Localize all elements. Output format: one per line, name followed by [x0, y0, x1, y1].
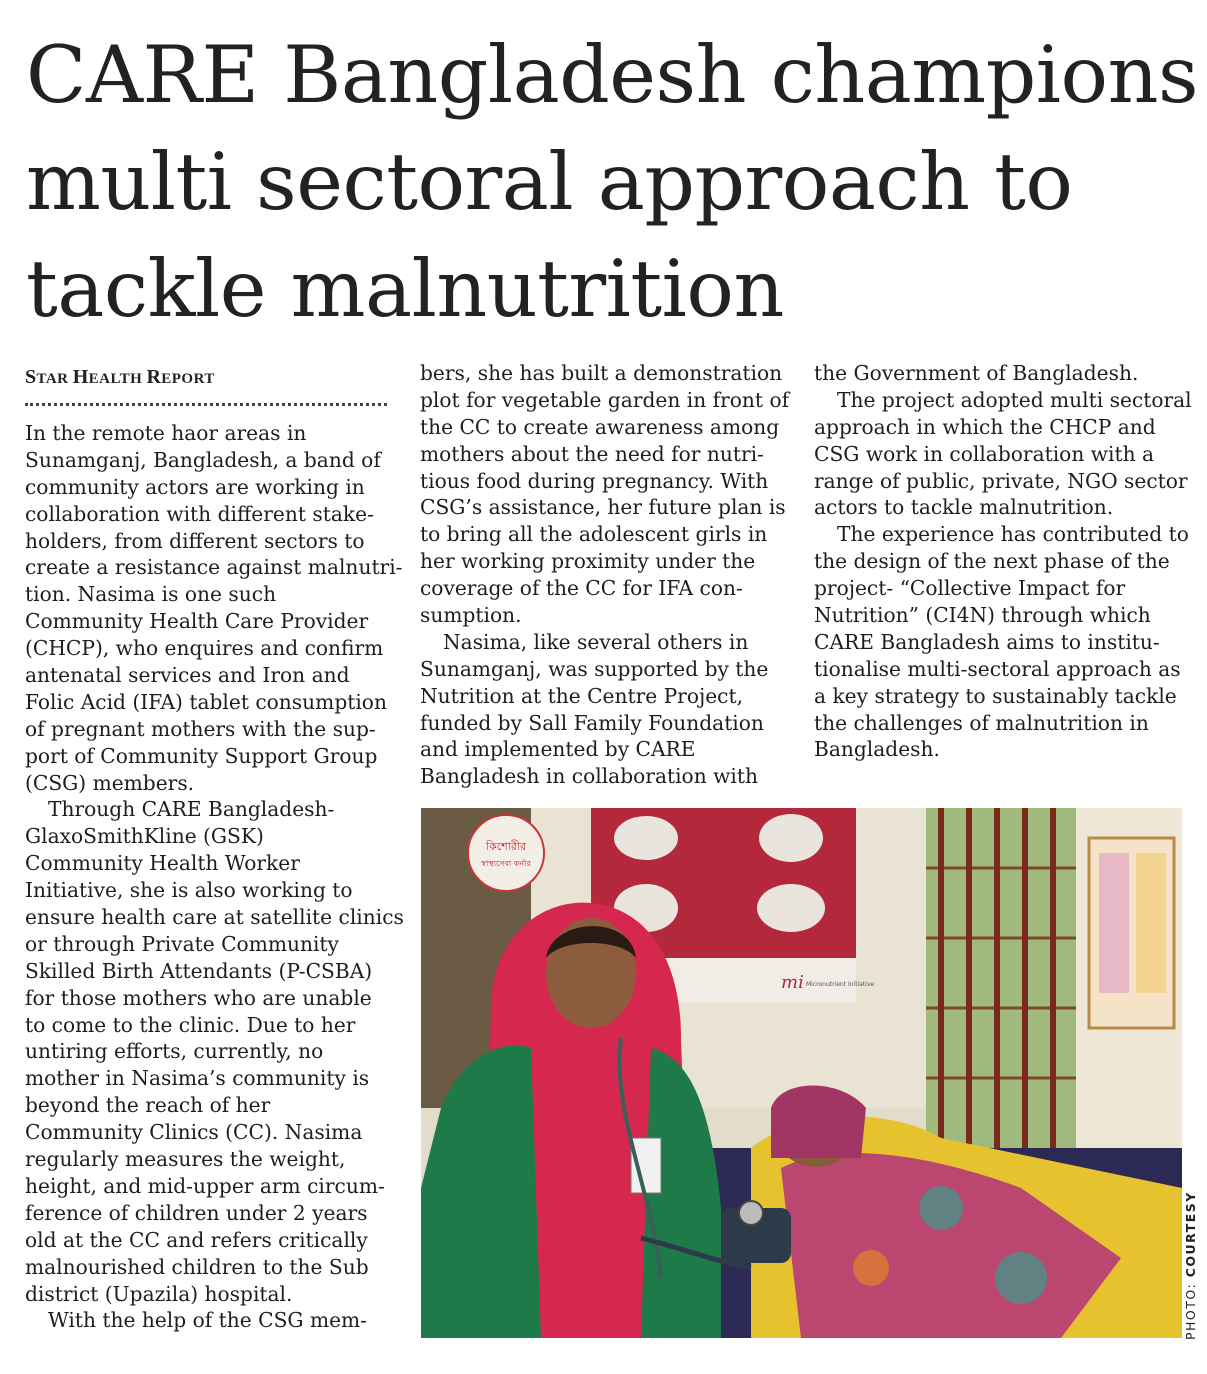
text-line: untiring efforts, currently, no — [25, 1039, 324, 1064]
text-line: (CSG) members. — [25, 770, 195, 795]
text-line: Folic Acid (IFA) tablet consumption — [25, 689, 387, 714]
text-line: Community Clinics (CC). Nasima — [25, 1120, 363, 1145]
text-line: (CHCP), who enquires and confirm — [25, 636, 384, 661]
photo-illustration — [421, 808, 1182, 1338]
text-line: the design of the next phase of the — [814, 549, 1170, 574]
text-line: Bangladesh in collaboration with — [420, 764, 758, 789]
text-line: regularly measures the weight, — [25, 1147, 346, 1172]
photo-credit: PHOTO: COURTESY — [1183, 1191, 1198, 1340]
patient-headscarf — [771, 1086, 866, 1159]
text-line: district (Upazila) hospital. — [25, 1281, 293, 1306]
text-line: for those mothers who are unable — [25, 985, 372, 1010]
text-line: Community Health Care Provider — [25, 609, 369, 634]
text-line: sumption. — [420, 603, 522, 628]
text-line: In the remote haor areas in — [25, 421, 307, 445]
text-line: Skilled Birth Attendants (P-CSBA) — [25, 958, 373, 983]
text-line: of pregnant mothers with the sup- — [25, 716, 376, 741]
text-line: port of Community Support Group — [25, 743, 378, 768]
text-line: Sunamganj, was supported by the — [420, 656, 769, 681]
text-line: CARE Bangladesh aims to institu- — [814, 629, 1160, 654]
text-line: Sunamganj, Bangladesh, a band of — [25, 447, 381, 472]
column-2-text — [420, 360, 790, 790]
text-line: The project adopted multi sectoral — [837, 387, 1192, 412]
article-column-3 — [814, 360, 1192, 763]
text-line: Nutrition at the Centre Project, — [420, 683, 744, 708]
headline — [26, 22, 1199, 343]
text-line: mothers about the need for nutri- — [420, 441, 764, 466]
text-line: tion. Nasima is one such — [25, 582, 277, 607]
text-line: tionalise multi-sectoral approach as — [814, 656, 1181, 681]
text-line: Bangladesh. — [814, 737, 940, 762]
text-line: her working proximity under the — [420, 549, 756, 574]
text-line: antenatal services and Iron and — [25, 663, 350, 688]
text-line: project- “Collective Impact for — [814, 576, 1126, 601]
text-line: plot for vegetable garden in front of — [420, 387, 790, 412]
sign-subtext: স্বাস্থ্যসেবা কর্নার — [481, 859, 531, 868]
column-3-text — [814, 360, 1192, 763]
wall-chart-panel-2 — [1136, 853, 1166, 993]
text-line: the Government of Bangladesh. — [814, 361, 1139, 385]
text-line: The experience has contributed to — [837, 522, 1189, 547]
text-line: ensure health care at satellite clinics — [25, 905, 404, 930]
headline-line-1: CARE Bangladesh champions — [26, 29, 1199, 121]
text-line: bers, she has built a demonstration — [420, 361, 783, 385]
text-line: malnourished children to the Sub — [25, 1254, 369, 1279]
sign-text: কিশোরীর — [485, 840, 527, 853]
text-line: old at the CC and refers critically — [25, 1227, 368, 1252]
text-line: community actors are working in — [25, 474, 365, 499]
text-line: and implemented by CARE — [420, 737, 696, 762]
text-line: approach in which the CHCP and — [814, 414, 1156, 439]
byline: STAR HEALTH REPORT — [25, 366, 215, 388]
poster-bubble-4 — [757, 884, 825, 932]
text-line: Through CARE Bangladesh- — [48, 797, 335, 822]
text-line: Nasima, like several others in — [443, 629, 749, 654]
article-column-2 — [420, 360, 790, 790]
text-line: Initiative, she is also working to — [25, 878, 353, 903]
text-line: CSG work in collaboration with a — [814, 441, 1155, 466]
bp-gauge — [739, 1201, 763, 1225]
sign-circle — [468, 815, 544, 891]
article-column-1 — [25, 360, 404, 1334]
text-line: or through Private Community — [25, 931, 339, 956]
text-line: height, and mid-upper arm circum- — [25, 1173, 385, 1198]
headline-line-3: tackle malnutrition — [26, 243, 784, 335]
text-line: to come to the clinic. Due to her — [25, 1012, 356, 1037]
article-photo — [421, 808, 1182, 1338]
text-line: beyond the reach of her — [25, 1093, 271, 1118]
headline-line-2: multi sectoral approach to — [26, 136, 1073, 228]
text-line: a key strategy to sustainably tackle — [814, 683, 1177, 708]
text-line: create a resistance against malnutri- — [25, 555, 403, 580]
column-1-text — [25, 420, 404, 1334]
text-line: Nutrition” (CI4N) through which — [814, 603, 1151, 628]
text-line: GlaxoSmithKline (GSK) — [25, 824, 264, 849]
text-line: range of public, private, NGO sector — [814, 468, 1188, 493]
poster-logo: mi — [781, 972, 804, 993]
text-line: Community Health Worker — [25, 851, 300, 876]
poster-bubble-1 — [614, 816, 678, 860]
text-line: mother in Nasima’s community is — [25, 1066, 370, 1091]
text-line: ference of children under 2 years — [25, 1200, 368, 1225]
text-line: CSG’s assistance, her future plan is — [420, 495, 786, 520]
poster-bubble-2 — [759, 814, 823, 862]
poster-caption: Micronutrient Initiative — [806, 981, 875, 988]
text-line: to bring all the adolescent girls in — [420, 522, 768, 547]
text-line: With the help of the CSG mem- — [48, 1308, 367, 1333]
text-line: holders, from different sectors to — [25, 528, 365, 553]
byline-divider — [25, 403, 387, 408]
text-line: funded by Sall Family Foundation — [420, 710, 764, 735]
wall-chart-panel-1 — [1099, 853, 1129, 993]
text-line: collaboration with different stake- — [25, 501, 374, 526]
text-line: coverage of the CC for IFA con- — [420, 576, 743, 601]
text-line: tious food during pregnancy. With — [420, 468, 769, 493]
text-line: actors to tackle malnutrition. — [814, 495, 1114, 520]
text-line: the CC to create awareness among — [420, 414, 780, 439]
text-line: the challenges of malnutrition in — [814, 710, 1149, 735]
